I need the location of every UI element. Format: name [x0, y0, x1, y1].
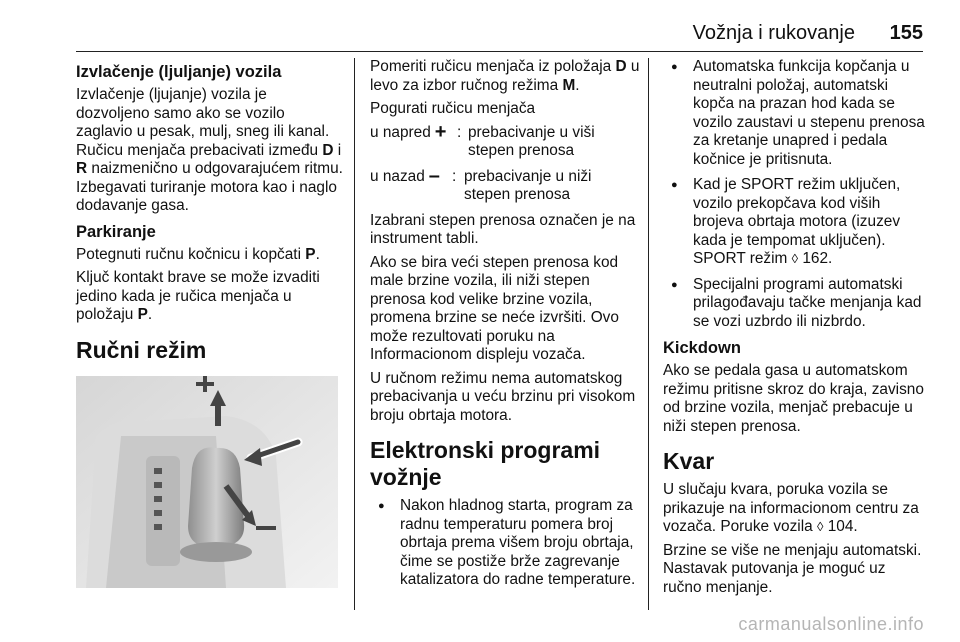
bullet-list: [663, 58, 927, 331]
text: Kad je SPORT režim uključen, vozilo prekopčava kod viših brojeva obrtaja motora (izuzev kada je tempomat uključen). SPORT režim: [693, 176, 901, 267]
definition-row: [370, 164, 640, 205]
definition-key: [370, 120, 447, 143]
section-title: Parkiranje: [76, 222, 156, 241]
text: Potegnuti ručnu kočnicu i kopčati: [76, 245, 306, 263]
page-ref-icon: ◊: [791, 251, 799, 266]
bullet-list: [370, 497, 640, 590]
paragraph: [76, 246, 344, 265]
gear-shifter-photo: [76, 376, 338, 588]
paragraph: [370, 58, 640, 95]
minus-icon: –: [428, 164, 440, 187]
paragraph: [663, 481, 927, 537]
definition-row: [370, 120, 640, 161]
gear-label: P: [137, 306, 148, 323]
paragraph: Ako se pedala gasa u automatskom režimu pritisne skroz do kraja, zavisno od brzine vozila, menjač prebacuje u niži stepen prenosa.: [663, 362, 924, 435]
chapter-title: Vožnja i rukovanje: [692, 22, 855, 44]
text: U slučaju kvara, poruka vozila se prikazuje na informacionom centru za vozača. Poruke vozila: [663, 481, 919, 535]
header-rule: [76, 51, 923, 52]
section-heading: Ručni režim: [76, 336, 207, 363]
column-left: [76, 58, 344, 593]
list-item: ● Nakon hladnog starta, program za radnu temperaturu pomera broj obrtaja prema višem broju obrtaja, čime se postiže brže zagrevanje katalizatora do radne temperature.: [370, 497, 640, 590]
paragraph: Izabrani stepen prenosa označen je na instrument tabli.: [370, 211, 636, 247]
page-ref[interactable]: 162.: [798, 250, 833, 267]
text: u levo za izbor ručnog režima: [370, 58, 640, 94]
list-item: ● Specijalni programi automatski prilagođavaju tačke menjanja kad se vozi uzbrdo ili nizbrdo.: [663, 276, 927, 332]
paragraph: Pogurati ručicu menjača: [370, 100, 536, 117]
plus-icon: +: [434, 120, 447, 143]
page-header: [76, 22, 923, 48]
page-ref-icon: ◊: [816, 519, 824, 534]
definition-key: [370, 164, 440, 187]
page-number: 155: [889, 22, 923, 44]
text: Pomeriti ručicu menjača iz položaja: [370, 58, 616, 75]
section-heading: Kvar: [663, 448, 715, 474]
list-item: [663, 176, 927, 269]
paragraph: Brzine se više ne menjaju automatski. Nastavak putovanja je moguć uz ručno menjanje.: [663, 541, 922, 596]
text: .: [315, 245, 320, 263]
paragraph: [76, 86, 344, 216]
watermark: carmanualsonline.info: [738, 614, 924, 634]
paragraph: [76, 269, 344, 325]
column-middle: [370, 58, 640, 597]
colon: :: [452, 167, 457, 185]
gear-label: D: [322, 141, 334, 159]
gear-label: D: [615, 58, 627, 75]
text: Izvlačenje (ljujanje) vozila je dozvoljeno samo ako se vozilo zaglavio u pesak, mulj, sneg ili kanal. Ručicu menjača prebacivati između: [76, 86, 330, 159]
section-heading: Elektronski programi vožnje: [370, 437, 601, 490]
text: .: [147, 306, 153, 323]
text: u nazad: [370, 167, 425, 185]
text: .: [575, 76, 580, 94]
gear-label: R: [76, 160, 88, 177]
page-ref[interactable]: 104.: [823, 518, 858, 535]
paragraph: Ako se bira veći stepen prenosa kod male brzine vozila, ili niži stepen prenosa kod velike brzine vozila, promena brzine se neće izvršiti. Ovo može rezultovati poruku na Informacionom displeju vozača.: [370, 253, 619, 363]
text: naizmenično u odgovarajućem ritmu. Izbegavati turiranje motora kao i naglo dodavanje gasa.: [76, 160, 343, 214]
text: Ključ kontakt brave se može izvaditi jedino kada je ručica menjača u položaju: [76, 269, 320, 323]
section-title: Izvlačenje (ljuljanje) vozila: [76, 63, 282, 81]
section-title: Kickdown: [663, 339, 741, 357]
column-divider: [354, 58, 355, 610]
list-item: ● Automatska funkcija kopčanja u neutralni položaj, automatski kopča na prazan hod kada se vozilo zaustavi u stepenu prenosa za kretanje unapred i pedala kočnice je pritisnuta.: [663, 58, 927, 169]
definition-value: prebacivanje u niži stepen prenosa: [464, 167, 592, 203]
paragraph: U ručnom režimu nema automatskog prebacivanja u veću brzinu pri visokom broju obrtaja motora.: [370, 369, 636, 424]
gear-label: M: [562, 76, 576, 94]
text: u napred: [370, 123, 431, 141]
column-right: [663, 58, 927, 602]
text: i: [333, 141, 342, 159]
column-divider: [648, 58, 649, 610]
definition-value: prebacivanje u viši stepen prenosa: [468, 123, 595, 159]
gear-label: P: [305, 245, 316, 263]
colon: :: [457, 123, 462, 141]
